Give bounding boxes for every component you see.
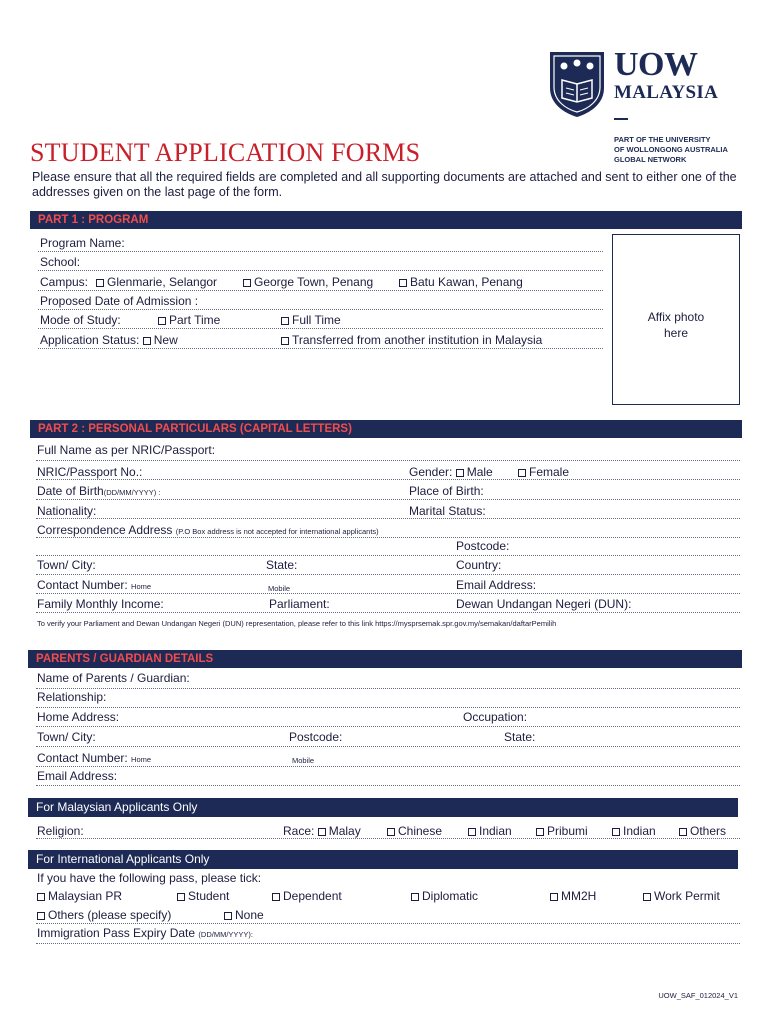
address-label: Correspondence Address (P.O Box address is not accepted for international applicants): [37, 523, 379, 537]
checkbox-icon: [224, 912, 232, 920]
campus-georgetown-checkbox[interactable]: George Town, Penang: [243, 275, 373, 289]
status-label: Application Status: New: [40, 333, 178, 347]
part1-header: PART 1 : PROGRAM: [30, 211, 742, 229]
logo-name-malaysia: MALAYSIA: [614, 82, 719, 103]
postcode-label: Postcode:: [456, 539, 510, 553]
mode-label: Mode of Study:: [40, 313, 121, 327]
status-new-checkbox[interactable]: [143, 337, 151, 345]
pass-work-permit-checkbox[interactable]: Work Permit: [643, 889, 720, 903]
nationality-row[interactable]: [36, 500, 740, 519]
checkbox-icon: [318, 828, 326, 836]
dob-label: Date of Birth(DD/MM/YYYY) :: [37, 484, 161, 498]
uow-crest-logo: [548, 50, 606, 118]
checkbox-icon: [518, 469, 526, 477]
home-address-label: Home Address:: [37, 710, 120, 724]
parents-header: PARENTS / GUARDIAN DETAILS: [28, 650, 742, 668]
photo-box: Affix photo here: [612, 234, 740, 405]
parent-mobile-label: Mobile: [292, 756, 315, 765]
mode-full-time-checkbox[interactable]: Full Time: [281, 313, 341, 327]
checkbox-icon: [399, 279, 407, 287]
pass-prompt: If you have the following pass, please tick:: [37, 871, 262, 885]
parent-contact-label: Contact Number: Home: [37, 751, 152, 765]
relationship-label: Relationship:: [37, 690, 107, 704]
parent-town-label: Town/ City:: [37, 730, 96, 744]
checkbox-icon: [643, 893, 651, 901]
intro-text: Please ensure that all the required fields are completed and all supporting documents are attached and sent to either one of the addresses given on the last page of the form.: [32, 170, 737, 199]
postcode-row[interactable]: [36, 537, 740, 556]
religion-label: Religion:: [37, 824, 84, 838]
full-name-label: Full Name as per NRIC/Passport:: [37, 443, 216, 457]
pob-label: Place of Birth:: [409, 484, 484, 498]
part2-header: PART 2 : PERSONAL PARTICULARS (CAPITAL LETTERS): [30, 420, 742, 438]
parent-email-label: Email Address:: [37, 769, 118, 783]
page-title: STUDENT APPLICATION FORMS: [30, 138, 421, 167]
parent-name-label: Name of Parents / Guardian:: [37, 671, 190, 685]
race-malay-checkbox[interactable]: Race: Malay: [283, 824, 361, 838]
nric-label: NRIC/Passport No.:: [37, 465, 143, 479]
checkbox-icon: [272, 893, 280, 901]
pass-pr-checkbox[interactable]: Malaysian PR: [37, 889, 122, 903]
race-pribumi-checkbox[interactable]: Pribumi: [536, 824, 588, 838]
parliament-label: Parliament:: [269, 597, 330, 611]
checkbox-icon: [468, 828, 476, 836]
town-label: Town/ City:: [37, 558, 96, 572]
campus-glenmarie-checkbox[interactable]: Glenmarie, Selangor: [96, 275, 217, 289]
checkbox-icon: [177, 893, 185, 901]
pass-dependent-checkbox[interactable]: Dependent: [272, 889, 342, 903]
parent-email-field[interactable]: [36, 767, 740, 786]
expiry-label: Immigration Pass Expiry Date (DD/MM/YYYY):: [37, 926, 253, 940]
checkbox-icon: [550, 893, 558, 901]
program-name-label: Program Name:: [40, 236, 125, 250]
international-header: For International Applicants Only: [28, 850, 738, 869]
race-others-checkbox[interactable]: Others: [679, 824, 726, 838]
relationship-field[interactable]: [36, 689, 740, 708]
checkbox-icon: [96, 279, 104, 287]
checkbox-icon: [281, 337, 289, 345]
pass-mm2h-checkbox[interactable]: MM2H: [550, 889, 596, 903]
nationality-label: Nationality:: [37, 504, 97, 518]
logo-name-uow: UOW: [614, 46, 698, 83]
status-transfer-checkbox[interactable]: Transferred from another institution in Malaysia: [281, 333, 542, 347]
email-label: Email Address:: [456, 578, 537, 592]
parent-town-row[interactable]: [36, 728, 740, 747]
checkbox-icon: [387, 828, 395, 836]
gender-label: Gender: Male: [409, 465, 493, 479]
contact-label: Contact Number: Home: [37, 578, 152, 592]
checkbox-icon: [536, 828, 544, 836]
occupation-label: Occupation:: [463, 710, 528, 724]
school-label: School:: [40, 255, 81, 269]
race-chinese-checkbox[interactable]: Chinese: [387, 824, 442, 838]
race-indian-2-checkbox[interactable]: Indian: [612, 824, 656, 838]
checkbox-icon: [158, 317, 166, 325]
checkbox-icon: [411, 893, 419, 901]
admission-date-label: Proposed Date of Admission :: [40, 294, 199, 308]
state-label: State:: [266, 558, 298, 572]
verify-note: To verify your Parliament and Dewan Undangan Negeri (DUN) representation, please refer to this link https://mysprsemak.spr.gov.my/semakan/daftarPemilih: [37, 619, 557, 628]
campus-label: Campus:: [40, 275, 89, 289]
checkbox-icon: [679, 828, 687, 836]
parent-postcode-label: Postcode:: [289, 730, 343, 744]
mobile-label: Mobile: [268, 584, 291, 593]
pass-none-checkbox[interactable]: None: [224, 908, 264, 922]
pass-student-checkbox[interactable]: Student: [177, 889, 229, 903]
campus-batukawan-checkbox[interactable]: Batu Kawan, Penang: [399, 275, 523, 289]
home-address-row[interactable]: [36, 708, 740, 727]
logo-divider: [614, 118, 628, 120]
pass-diplomatic-checkbox[interactable]: Diplomatic: [411, 889, 478, 903]
malaysian-header: For Malaysian Applicants Only: [28, 798, 738, 817]
marital-label: Marital Status:: [409, 504, 486, 518]
checkbox-icon: [281, 317, 289, 325]
checkbox-icon: [37, 912, 45, 920]
school-field[interactable]: [38, 252, 603, 271]
checkbox-icon: [612, 828, 620, 836]
country-label: Country:: [456, 558, 502, 572]
mode-part-time-checkbox[interactable]: Part Time: [158, 313, 220, 327]
form-code: UOW_SAF_012024_V1: [658, 991, 738, 1000]
town-row[interactable]: [36, 556, 740, 575]
dun-label: Dewan Undangan Negeri (DUN):: [456, 597, 632, 611]
pass-others-checkbox[interactable]: Others (please specify): [37, 908, 171, 922]
network-tagline: PART OF THE UNIVERSITY OF WOLLONGONG AUSTRALIA GLOBAL NETWORK: [614, 135, 728, 164]
gender-female-checkbox[interactable]: Female: [518, 465, 569, 479]
gender-male-checkbox[interactable]: [456, 469, 464, 477]
race-indian-checkbox[interactable]: Indian: [468, 824, 512, 838]
income-label: Family Monthly Income:: [37, 597, 164, 611]
checkbox-icon: [37, 893, 45, 901]
parent-state-label: State:: [504, 730, 536, 744]
checkbox-icon: [243, 279, 251, 287]
